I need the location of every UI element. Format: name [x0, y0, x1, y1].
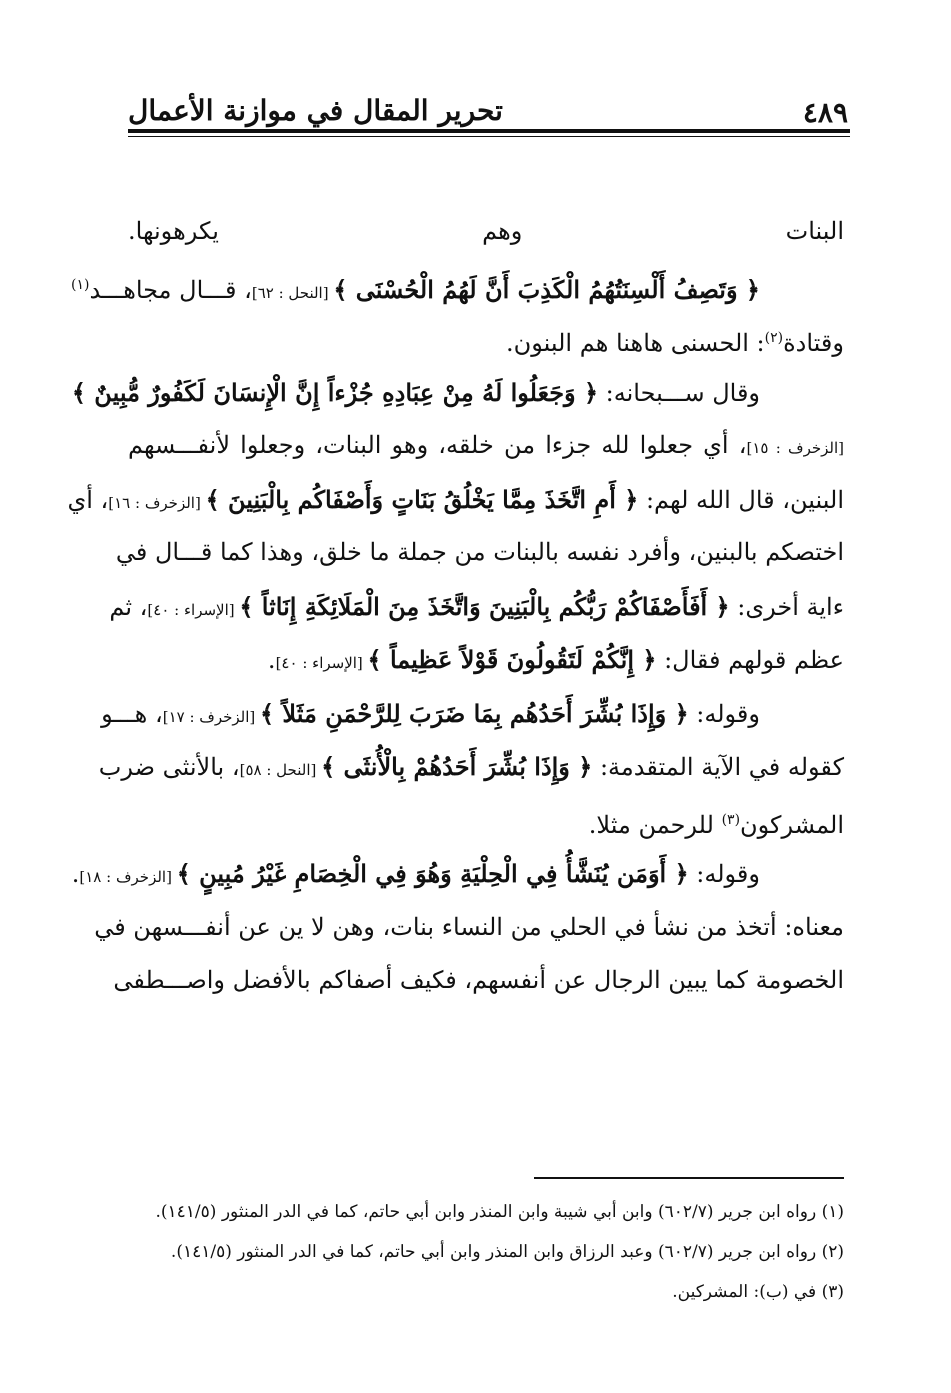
text-span: .: [71, 860, 80, 888]
text-span: عظم قولهم فقال:: [656, 646, 844, 674]
text-span: وقال ســـبحانه:: [598, 378, 760, 407]
text-span: ، ثم: [109, 592, 148, 621]
text-line: [98, 740, 844, 794]
text-line: [128, 312, 844, 366]
text-line: [128, 419, 844, 473]
footnote-marker: (١): [71, 276, 90, 293]
text-span: البنين، قال الله لهم:: [638, 485, 844, 514]
verse-reference: [النحل : ٦٢]: [251, 283, 334, 302]
quran-verse: ﴿ أَفَأَصْفَاكُمْ رَبُّكُم بِالْبَنِينَ وَاتَّخَذَ مِنَ الْمَلَائِكَةِ إِنَاثاً ﴾: [239, 591, 730, 621]
text-line: [71, 847, 844, 901]
footnote-marker: (٣): [721, 811, 741, 828]
text-span: ، قـــال مجاهـــد: [89, 275, 252, 304]
verse-reference: [الإسراء : ٤٠]: [275, 654, 368, 672]
verse-reference: [الزخرف : ١٨]: [79, 868, 177, 886]
text-line: [115, 526, 844, 580]
footnote: (٣) في (ب): المشركين.: [672, 1282, 844, 1302]
footnote-marker: (٢): [764, 330, 784, 346]
text-span: : الحسنى هاهنا هم البنون.: [505, 329, 765, 357]
running-title: تحرير المقال في موازنة الأعمال: [128, 94, 503, 127]
footnote: (٢) رواه ابن جرير (٦٠٢/٧) وعبد الرزاق وابن المنذر وابن أبي حاتم، كما في الدر المنثور (١٤١/٥).: [170, 1242, 844, 1262]
quran-verse: ﴿ أَمِ اتَّخَذَ مِمَّا يَخْلُقُ بَنَاتٍ وَأَصْفَاكُم بِالْبَنِينَ ﴾: [205, 484, 639, 514]
text-span: وقوله:: [688, 699, 760, 728]
text-span: .: [267, 646, 276, 674]
footnote: (١) رواه ابن جرير (٦٠٢/٧) وابن أبي شيبة وابن المنذر وابن أبي حاتم، كما في الدر المنثور (١٤١/٥).: [155, 1202, 844, 1222]
text-span: اختصكم بالبنين، وأفرد نفسه بالبنات من جملة ما خلق، وهذا كما قـــال في: [115, 538, 844, 566]
text-line: [128, 205, 844, 259]
page-header: [128, 92, 848, 132]
text-span: ، أي: [67, 485, 109, 514]
verse-reference: [الإسراء : ٤٠]: [147, 600, 240, 619]
text-line: [113, 954, 844, 1008]
text-span: وقتادة: [783, 329, 844, 357]
text-span: وقوله:: [688, 860, 760, 888]
body-text: [67, 205, 844, 1008]
text-span: البنات وهم يكرهونها.: [128, 217, 844, 245]
text-line: [128, 633, 844, 687]
verse-reference: [النحل : ٥٨]: [239, 761, 322, 779]
page-number: ٤٨٩: [802, 96, 848, 129]
text-span: للرحمن مثلا.: [588, 810, 722, 839]
text-span: كقوله في الآية المتقدمة:: [592, 753, 844, 781]
quran-verse: ﴿ وَجَعَلُوا لَهُ مِنْ عِبَادِهِ جُزْءاً إِنَّ الْإِنسَانَ لَكَفُورٌ مُّبِينٌ ﴾: [71, 377, 599, 407]
verse-reference: [الزخرف : ١٧]: [162, 707, 261, 726]
text-line: [128, 794, 844, 848]
header-rule-thin: [128, 136, 850, 137]
footnotes: [128, 1192, 844, 1312]
verse-reference: [الزخرف : ١٥]: [746, 439, 844, 457]
text-span: معناه: أتخذ من نشأ في الحلي من النساء بنات، وهن لا ين عن أنفـــسهن في: [94, 912, 844, 941]
quran-verse: ﴿ وَإِذَا بُشِّرَ أَحَدُهُم بِمَا ضَرَبَ لِلرَّحْمَنِ مَثَلاً ﴾: [260, 698, 689, 728]
text-line: [71, 259, 844, 313]
verse-reference: [الزخرف : ١٦]: [108, 493, 206, 512]
footnote-separator: [534, 1177, 844, 1179]
text-span: ، هـــو: [101, 699, 163, 728]
text-span: ، أي جعلوا لله جزءا من خلقه، وهو البنات، وجعلوا لأنفـــسهم: [128, 431, 747, 459]
quran-verse: ﴿ وَإِذَا بُشِّرَ أَحَدُهُمْ بِالْأُنثَى ﴾: [321, 752, 593, 781]
text-line: [94, 901, 844, 955]
text-line: [101, 687, 844, 741]
text-line: [71, 366, 844, 420]
header-rule-thick: [128, 129, 850, 133]
text-span: ، بالأنثى ضرب: [98, 753, 240, 781]
text-line: [67, 473, 844, 527]
quran-verse: ﴿ إِنَّكُمْ لَتَقُولُونَ قَوْلاً عَظِيماً ﴾: [367, 645, 657, 674]
text-span: ءاية أخرى:: [729, 592, 844, 621]
text-span: الخصومة كما يبين الرجال عن أنفسهم، فكيف أصفاكم بالأفضل واصـــطفى: [113, 966, 844, 994]
quran-verse: ﴿ وَتَصِفُ أَلْسِنَتُهُمُ الْكَذِبَ أَنَّ لَهُمُ الْحُسْنَى ﴾: [333, 274, 760, 304]
text-span: المشركون: [740, 810, 844, 839]
text-line: [109, 580, 844, 634]
quran-verse: ﴿ أَوَمَن يُنَشَّأُ فِي الْحِلْيَةِ وَهُوَ فِي الْخِصَامِ غَيْرُ مُبِينٍ ﴾: [176, 859, 689, 888]
